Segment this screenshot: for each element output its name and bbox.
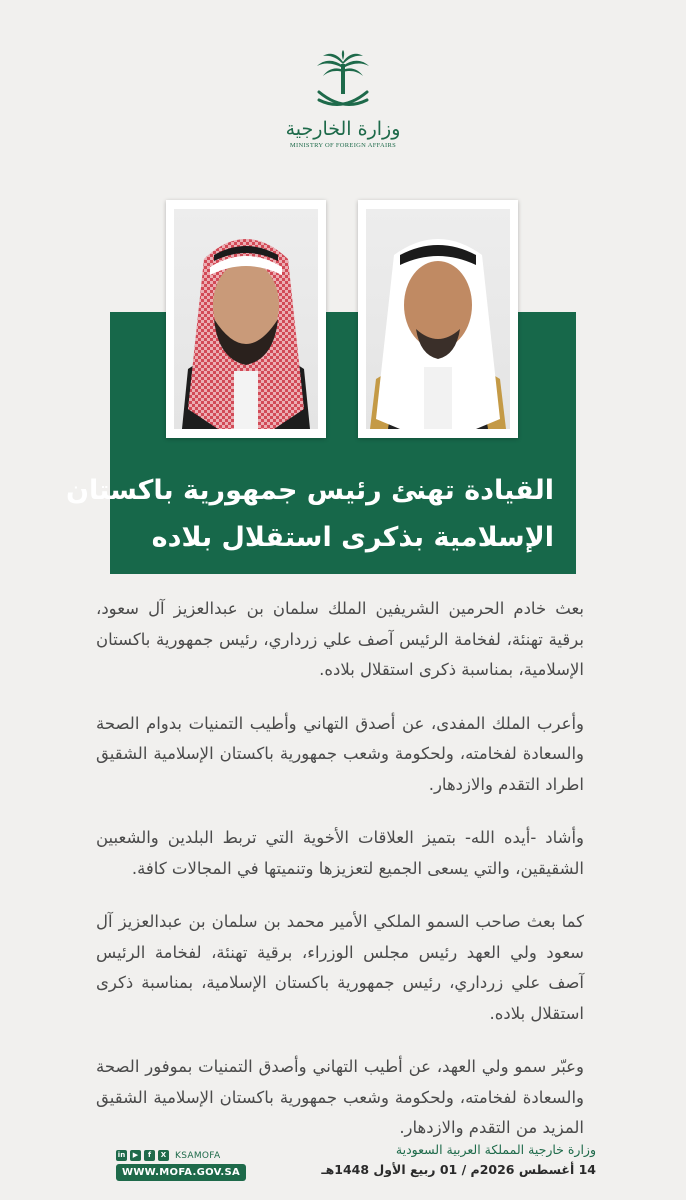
x-icon[interactable]: X [158,1150,169,1161]
paragraph: وعبّر سمو ولي العهد، عن أطيب التهاني وأصدق التمنيات بموفور الصحة والسعادة لفخامته، ولحكومة وشعب جمهورية باكستان الإسلامية الشقيق المزيد من التقدم والازدهار. [96,1057,584,1137]
footer-ministry-info [321,1140,596,1180]
footer-social [116,1150,246,1181]
headline-line-2: الإسلامية بذكرى استقلال بلاده [151,522,554,553]
paragraph: وأشاد -أيده الله- بتميز العلاقات الأخوية التي تربط البلدين والشعبين الشقيقين، والتي يسعى الجميع لتعزيزها وتنميتها في المجالات كافة. [96,828,584,878]
website-link[interactable]: WWW.MOFA.GOV.SA [116,1164,246,1181]
facebook-icon[interactable]: f [144,1150,155,1161]
paragraph: وأعرب الملك المفدى، عن أصدق التهاني وأطيب التمنيات بدوام الصحة والسعادة لفخامته، ولحكومة وشعب جمهورية باكستان الإسلامية الشقيق اطراد التقدم والازدهار. [96,713,584,794]
portrait-king [358,200,518,438]
footer-date: 14 أغسطس 2026م / 01 ربيع الأول 1448هـ [321,1162,596,1177]
footer-ministry-name: وزارة خارجية المملكة العربية السعودية [395,1142,596,1157]
palm-and-swords-icon [309,50,377,112]
linkedin-icon[interactable]: in [117,1151,126,1159]
paragraph: كما بعث صاحب السمو الملكي الأمير محمد بن سلمان بن عبدالعزيز آل سعود ولي العهد رئيس مجلس الوزراء، برقية تهنئة، لفخامة الرئيس آصف علي زرداري، رئيس جمهورية باكستان الإسلامية، بمناسبة ذكرى استقلال بلاده. [96,912,584,1023]
article-body [96,594,584,1167]
youtube-icon[interactable]: ▶ [130,1150,141,1161]
ministry-logo [280,50,406,149]
paragraph: بعث خادم الحرمين الشريفين الملك سلمان بن عبدالعزيز آل سعود، برقية تهنئة، لفخامة الرئيس آصف علي زرداري، رئيس جمهورية باكستان الإسلامية، بمناسبة ذكرى استقلال بلاده. [96,599,584,679]
social-links [116,1150,246,1161]
crown-prince-illustration [174,209,318,429]
social-handle[interactable]: KSAMOFA [175,1150,221,1161]
king-illustration [366,209,510,429]
ministry-name-arabic: وزارة الخارجية [285,118,401,140]
headline-line-1: القيادة تهنئ رئيس جمهورية باكستان [65,475,554,506]
ministry-name-english: MINISTRY OF FOREIGN AFFAIRS [289,142,397,149]
headline [65,467,554,561]
portrait-crown-prince [166,200,326,438]
